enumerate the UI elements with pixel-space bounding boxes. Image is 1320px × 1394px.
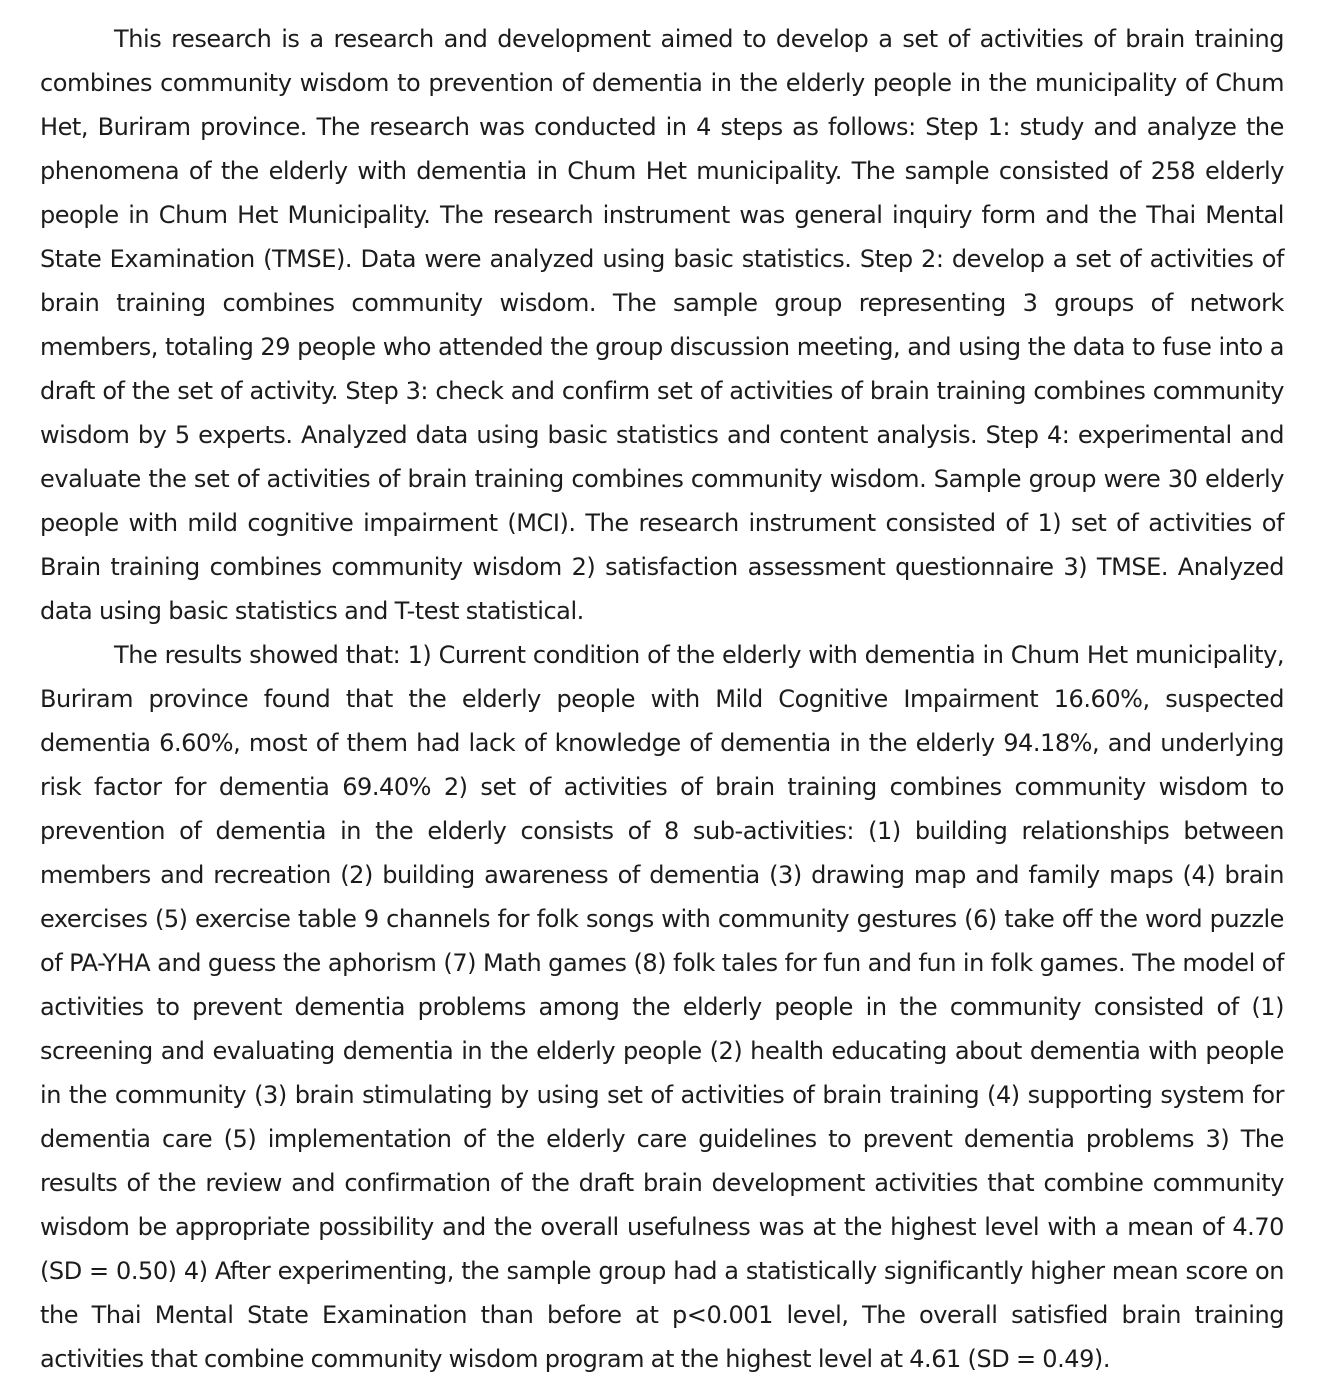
paragraph-results: The results showed that: 1) Current condition of the elderly with dementia in Chum Het municipality, Buriram province found that the elderly people with Mild Cognitive Impairment 16.60%, suspected dementia 6.60%, most of them had lack of knowledge of dementia in the elderly 94.18%, and underlying risk factor for dementia 69.40% 2) set of activities of brain training combines community wisdom to prevention of dementia in the elderly consists of 8 sub-activities: (1) building relationships between members and recreation (2) building awareness of dementia (3) drawing map and family maps (4) brain exercises (5) exercise table 9 channels for folk songs with community gestures (6) take off the word puzzle of PA-YHA and guess the aphorism (7) Math games (8) folk tales for fun and fun in folk games. The model of activities to prevent dementia problems among the elderly people in the community consisted of (1) screening and evaluating dementia in the elderly people (2) health educating about dementia with people in the community (3) brain stimulating by using set of activities of brain training (4) supporting system for dementia care (5) implementation of the elderly care guidelines to prevent dementia problems 3) The results of the review and confirmation of the draft brain development activities that combine community wisdom be appropriate possibility and the overall usefulness was at the highest level with a mean of 4.70 (SD = 0.50) 4) After experimenting, the sample group had a statistically significantly higher mean score on the Thai Mental State Examination than before at p<0.001 level, The overall satisfied brain training activities that combine community wisdom program at the highest level at 4.61 (SD = 0.49). — [40, 641, 1284, 1373]
paragraph-methods: This research is a research and development aimed to develop a set of activities of brain training combines community wisdom to prevention of dementia in the elderly people in the municipality of Chum Het, Buriram province. The research was conducted in 4 steps as follows: Step 1: study and analyze the phenomena of the elderly with dementia in Chum Het municipality. The sample consisted of 258 elderly people in Chum Het Municipality. The research instrument was general inquiry form and the Thai Mental State Examination (TMSE). Data were analyzed using basic statistics. Step 2: develop a set of activities of brain training combines community wisdom. The sample group representing 3 groups of network members, totaling 29 people who attended the group discussion meeting, and using the data to fuse into a draft of the set of activity. Step 3: check and confirm set of activities of brain training combines community wisdom by 5 experts. Analyzed data using basic statistics and content analysis. Step 4: experimental and evaluate the set of activities of brain training combines community wisdom. Sample group were 30 elderly people with mild cognitive impairment (MCI). The research instrument consisted of 1) set of activities of Brain training combines community wisdom 2) satisfaction assessment questionnaire 3) TMSE. Analyzed data using basic statistics and T-test statistical. — [40, 25, 1284, 625]
document-body — [40, 17, 1284, 1381]
